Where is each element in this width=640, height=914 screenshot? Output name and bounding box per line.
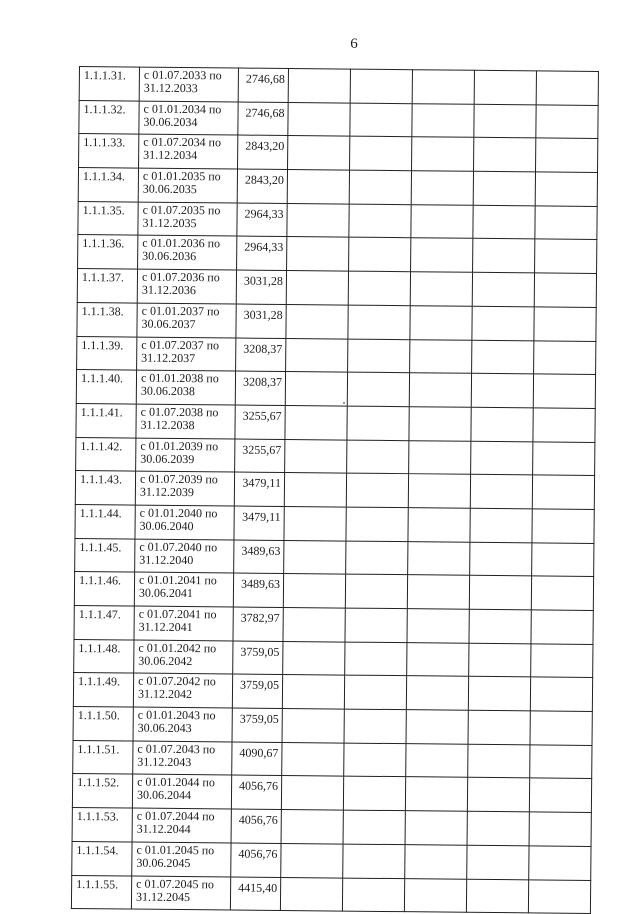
empty-cell <box>288 102 350 136</box>
empty-cell <box>535 239 597 273</box>
empty-cell <box>286 338 348 372</box>
row-number-cell: 1.1.1.32. <box>79 100 139 134</box>
row-number-cell: 1.1.1.52. <box>72 774 132 808</box>
table-row <box>77 302 596 341</box>
period-cell: с 01.07.2035 по 31.12.2035 <box>138 202 237 237</box>
empty-cell <box>407 642 469 676</box>
table-row <box>72 774 591 813</box>
empty-cell <box>466 879 528 913</box>
row-number-cell: 1.1.1.35. <box>78 201 138 235</box>
empty-cell <box>535 172 597 206</box>
empty-cell <box>345 574 407 608</box>
row-number-cell: 1.1.1.45. <box>75 538 135 572</box>
empty-cell <box>284 473 346 507</box>
empty-cell <box>470 542 532 576</box>
value-cell: 4415,40 <box>230 876 280 910</box>
empty-cell <box>533 374 595 408</box>
table-row <box>75 504 594 543</box>
empty-cell <box>281 843 343 877</box>
empty-cell <box>536 105 598 139</box>
row-number-cell: 1.1.1.41. <box>76 403 136 437</box>
period-cell: с 01.07.2043 по 31.12.2043 <box>133 741 232 776</box>
period-cell: с 01.01.2041 по 30.06.2041 <box>134 572 233 607</box>
empty-cell <box>406 743 468 777</box>
value-cell: 3759,05 <box>233 641 283 675</box>
empty-cell <box>409 407 471 441</box>
empty-cell <box>280 877 342 911</box>
value-cell: 2964,33 <box>237 236 287 270</box>
row-number-cell: 1.1.1.40. <box>76 370 136 404</box>
value-cell: 3489,63 <box>234 540 284 574</box>
empty-cell <box>282 742 344 776</box>
empty-cell <box>407 575 469 609</box>
period-cell: с 01.07.2041 по 31.12.2041 <box>134 606 233 641</box>
empty-cell <box>535 206 597 240</box>
row-number-cell: 1.1.1.46. <box>74 572 134 606</box>
period-cell: с 01.01.2040 по 30.06.2040 <box>135 505 234 540</box>
empty-cell <box>469 576 531 610</box>
empty-cell <box>281 776 343 810</box>
value-cell: 4056,76 <box>231 809 281 843</box>
empty-cell <box>468 677 530 711</box>
empty-cell <box>467 778 529 812</box>
empty-cell <box>534 340 596 374</box>
table-row <box>79 100 598 139</box>
empty-cell <box>343 844 405 878</box>
empty-cell <box>350 103 412 137</box>
empty-cell <box>469 643 531 677</box>
empty-cell <box>531 610 593 644</box>
empty-cell <box>472 306 534 340</box>
table-row <box>77 336 596 375</box>
row-number-cell: 1.1.1.36. <box>78 235 138 269</box>
value-cell: 2746,68 <box>238 102 288 136</box>
empty-cell <box>287 237 349 271</box>
empty-cell <box>473 239 535 273</box>
table-row <box>79 67 598 106</box>
empty-cell <box>282 675 344 709</box>
row-number-cell: 1.1.1.43. <box>75 471 135 505</box>
empty-cell <box>410 272 472 306</box>
empty-cell <box>284 506 346 540</box>
table-row <box>78 235 597 274</box>
empty-cell <box>474 70 536 104</box>
empty-cell <box>410 339 472 373</box>
table-row <box>76 403 595 442</box>
empty-cell <box>412 103 474 137</box>
tariff-table-wrapper <box>71 66 599 914</box>
period-cell: с 01.01.2034 по 30.06.2034 <box>139 101 238 136</box>
period-cell: с 01.01.2035 по 30.06.2035 <box>138 168 237 203</box>
row-number-cell: 1.1.1.54. <box>72 841 132 875</box>
empty-cell <box>408 474 470 508</box>
empty-cell <box>347 372 409 406</box>
period-cell: с 01.07.2036 по 31.12.2036 <box>137 269 236 304</box>
row-number-cell: 1.1.1.42. <box>76 437 136 471</box>
empty-cell <box>344 675 406 709</box>
empty-cell <box>467 845 529 879</box>
empty-cell <box>473 205 535 239</box>
value-cell: 4056,76 <box>231 775 281 809</box>
row-number-cell: 1.1.1.47. <box>74 605 134 639</box>
page-number: 6 <box>350 36 358 52</box>
empty-cell <box>286 271 348 305</box>
value-cell: 2843,20 <box>237 169 287 203</box>
value-cell: 2964,33 <box>237 203 287 237</box>
empty-cell <box>471 407 533 441</box>
empty-cell <box>342 878 404 912</box>
empty-cell <box>345 608 407 642</box>
empty-cell <box>472 340 534 374</box>
row-number-cell: 1.1.1.34. <box>78 168 138 202</box>
empty-cell <box>346 541 408 575</box>
empty-cell <box>283 641 345 675</box>
value-cell: 3208,37 <box>236 338 286 372</box>
scan-speck <box>343 402 345 404</box>
period-cell: с 01.07.2044 по 31.12.2044 <box>132 808 231 843</box>
empty-cell <box>287 170 349 204</box>
empty-cell <box>529 812 591 846</box>
empty-cell <box>474 138 536 172</box>
period-cell: с 01.07.2038 по 31.12.2038 <box>136 404 235 439</box>
empty-cell <box>281 810 343 844</box>
empty-cell <box>283 607 345 641</box>
empty-cell <box>348 305 410 339</box>
period-cell: с 01.01.2038 по 30.06.2038 <box>136 370 235 405</box>
empty-cell <box>405 777 467 811</box>
empty-cell <box>343 777 405 811</box>
empty-cell <box>408 508 470 542</box>
empty-cell <box>349 204 411 238</box>
period-cell: с 01.07.2040 по 31.12.2040 <box>135 539 234 574</box>
empty-cell <box>284 540 346 574</box>
empty-cell <box>410 306 472 340</box>
empty-cell <box>533 441 595 475</box>
empty-cell <box>406 676 468 710</box>
table-row <box>78 168 597 207</box>
empty-cell <box>411 238 473 272</box>
value-cell: 3489,63 <box>233 573 283 607</box>
row-number-cell: 1.1.1.44. <box>75 504 135 538</box>
empty-cell <box>408 541 470 575</box>
empty-cell <box>470 508 532 542</box>
empty-cell <box>349 238 411 272</box>
period-cell: с 01.07.2034 по 31.12.2034 <box>139 134 238 169</box>
table-row <box>75 471 594 510</box>
value-cell: 2746,68 <box>238 68 288 102</box>
empty-cell <box>471 441 533 475</box>
table-row <box>74 639 593 678</box>
empty-cell <box>347 406 409 440</box>
empty-cell <box>288 136 350 170</box>
table-row <box>73 707 592 746</box>
empty-cell <box>286 304 348 338</box>
empty-cell <box>349 170 411 204</box>
empty-cell <box>404 878 466 912</box>
period-cell: с 01.07.2039 по 31.12.2039 <box>135 471 234 506</box>
empty-cell <box>530 677 592 711</box>
empty-cell <box>533 408 595 442</box>
empty-cell <box>346 473 408 507</box>
table-row <box>72 841 591 880</box>
value-cell: 4056,76 <box>231 843 281 877</box>
period-cell: с 01.01.2042 по 30.06.2042 <box>134 640 233 675</box>
empty-cell <box>343 810 405 844</box>
empty-cell <box>345 642 407 676</box>
empty-cell <box>532 542 594 576</box>
tariff-table <box>71 66 599 914</box>
empty-cell <box>529 846 591 880</box>
row-number-cell: 1.1.1.39. <box>77 336 137 370</box>
table-row <box>74 605 593 644</box>
empty-cell <box>285 405 347 439</box>
value-cell: 3255,67 <box>235 405 285 439</box>
period-cell: с 01.01.2036 по 30.06.2036 <box>138 236 237 271</box>
empty-cell <box>348 339 410 373</box>
empty-cell <box>348 271 410 305</box>
value-cell: 4090,67 <box>232 742 282 776</box>
empty-cell <box>474 104 536 138</box>
period-cell: с 01.01.2043 по 30.06.2043 <box>133 707 232 742</box>
row-number-cell: 1.1.1.50. <box>73 707 133 741</box>
empty-cell <box>473 171 535 205</box>
empty-cell <box>287 203 349 237</box>
empty-cell <box>411 204 473 238</box>
empty-cell <box>468 744 530 778</box>
value-cell: 3031,28 <box>236 304 286 338</box>
empty-cell <box>407 609 469 643</box>
empty-cell <box>344 709 406 743</box>
empty-cell <box>531 644 593 678</box>
table-row <box>78 201 597 240</box>
empty-cell <box>532 475 594 509</box>
row-number-cell: 1.1.1.51. <box>73 740 133 774</box>
empty-cell <box>536 138 598 172</box>
empty-cell <box>472 272 534 306</box>
empty-cell <box>409 373 471 407</box>
empty-cell <box>283 574 345 608</box>
empty-cell <box>350 136 412 170</box>
table-row <box>76 370 595 409</box>
value-cell: 3782,97 <box>233 607 283 641</box>
empty-cell <box>409 440 471 474</box>
empty-cell <box>405 844 467 878</box>
empty-cell <box>285 439 347 473</box>
empty-cell <box>530 745 592 779</box>
period-cell: с 01.07.2042 по 31.12.2042 <box>133 673 232 708</box>
empty-cell <box>288 69 350 103</box>
empty-cell <box>530 711 592 745</box>
empty-cell <box>470 475 532 509</box>
period-cell: с 01.07.2045 по 31.12.2045 <box>131 876 230 911</box>
period-cell: с 01.07.2033 по 31.12.2033 <box>139 67 238 102</box>
row-number-cell: 1.1.1.55. <box>71 875 131 909</box>
empty-cell <box>347 440 409 474</box>
empty-cell <box>411 171 473 205</box>
value-cell: 3255,67 <box>235 439 285 473</box>
table-row <box>75 538 594 577</box>
value-cell: 3479,11 <box>234 506 284 540</box>
empty-cell <box>536 71 598 105</box>
table-row <box>71 875 590 914</box>
empty-cell <box>468 710 530 744</box>
empty-cell <box>528 879 590 913</box>
table-row <box>72 808 591 847</box>
row-number-cell: 1.1.1.53. <box>72 808 132 842</box>
empty-cell <box>534 307 596 341</box>
value-cell: 3031,28 <box>236 270 286 304</box>
empty-cell <box>532 509 594 543</box>
period-cell: с 01.01.2044 по 30.06.2044 <box>132 774 231 809</box>
value-cell: 3759,05 <box>232 674 282 708</box>
table-row <box>79 134 598 173</box>
value-cell: 2843,20 <box>238 135 288 169</box>
table-row <box>76 437 595 476</box>
empty-cell <box>534 273 596 307</box>
table-row <box>74 572 593 611</box>
empty-cell <box>282 709 344 743</box>
table-row <box>73 740 592 779</box>
empty-cell <box>346 507 408 541</box>
empty-cell <box>471 373 533 407</box>
empty-cell <box>406 710 468 744</box>
period-cell: с 01.01.2045 по 30.06.2045 <box>132 842 231 877</box>
row-number-cell: 1.1.1.37. <box>77 269 137 303</box>
value-cell: 3479,11 <box>234 472 284 506</box>
empty-cell <box>344 743 406 777</box>
row-number-cell: 1.1.1.38. <box>77 302 137 336</box>
empty-cell <box>529 778 591 812</box>
empty-cell <box>531 576 593 610</box>
row-number-cell: 1.1.1.31. <box>79 67 139 101</box>
row-number-cell: 1.1.1.49. <box>73 673 133 707</box>
period-cell: с 01.01.2039 по 30.06.2039 <box>136 438 235 473</box>
empty-cell <box>412 70 474 104</box>
empty-cell <box>405 811 467 845</box>
empty-cell <box>285 372 347 406</box>
table-row <box>77 269 596 308</box>
period-cell: с 01.01.2037 по 30.06.2037 <box>137 303 236 338</box>
empty-cell <box>467 811 529 845</box>
table-row <box>73 673 592 712</box>
empty-cell <box>350 69 412 103</box>
table-body <box>71 67 598 914</box>
row-number-cell: 1.1.1.48. <box>74 639 134 673</box>
value-cell: 3208,37 <box>235 371 285 405</box>
empty-cell <box>412 137 474 171</box>
empty-cell <box>469 609 531 643</box>
value-cell: 3759,05 <box>232 708 282 742</box>
row-number-cell: 1.1.1.33. <box>79 134 139 168</box>
period-cell: с 01.07.2037 по 31.12.2037 <box>137 337 236 372</box>
